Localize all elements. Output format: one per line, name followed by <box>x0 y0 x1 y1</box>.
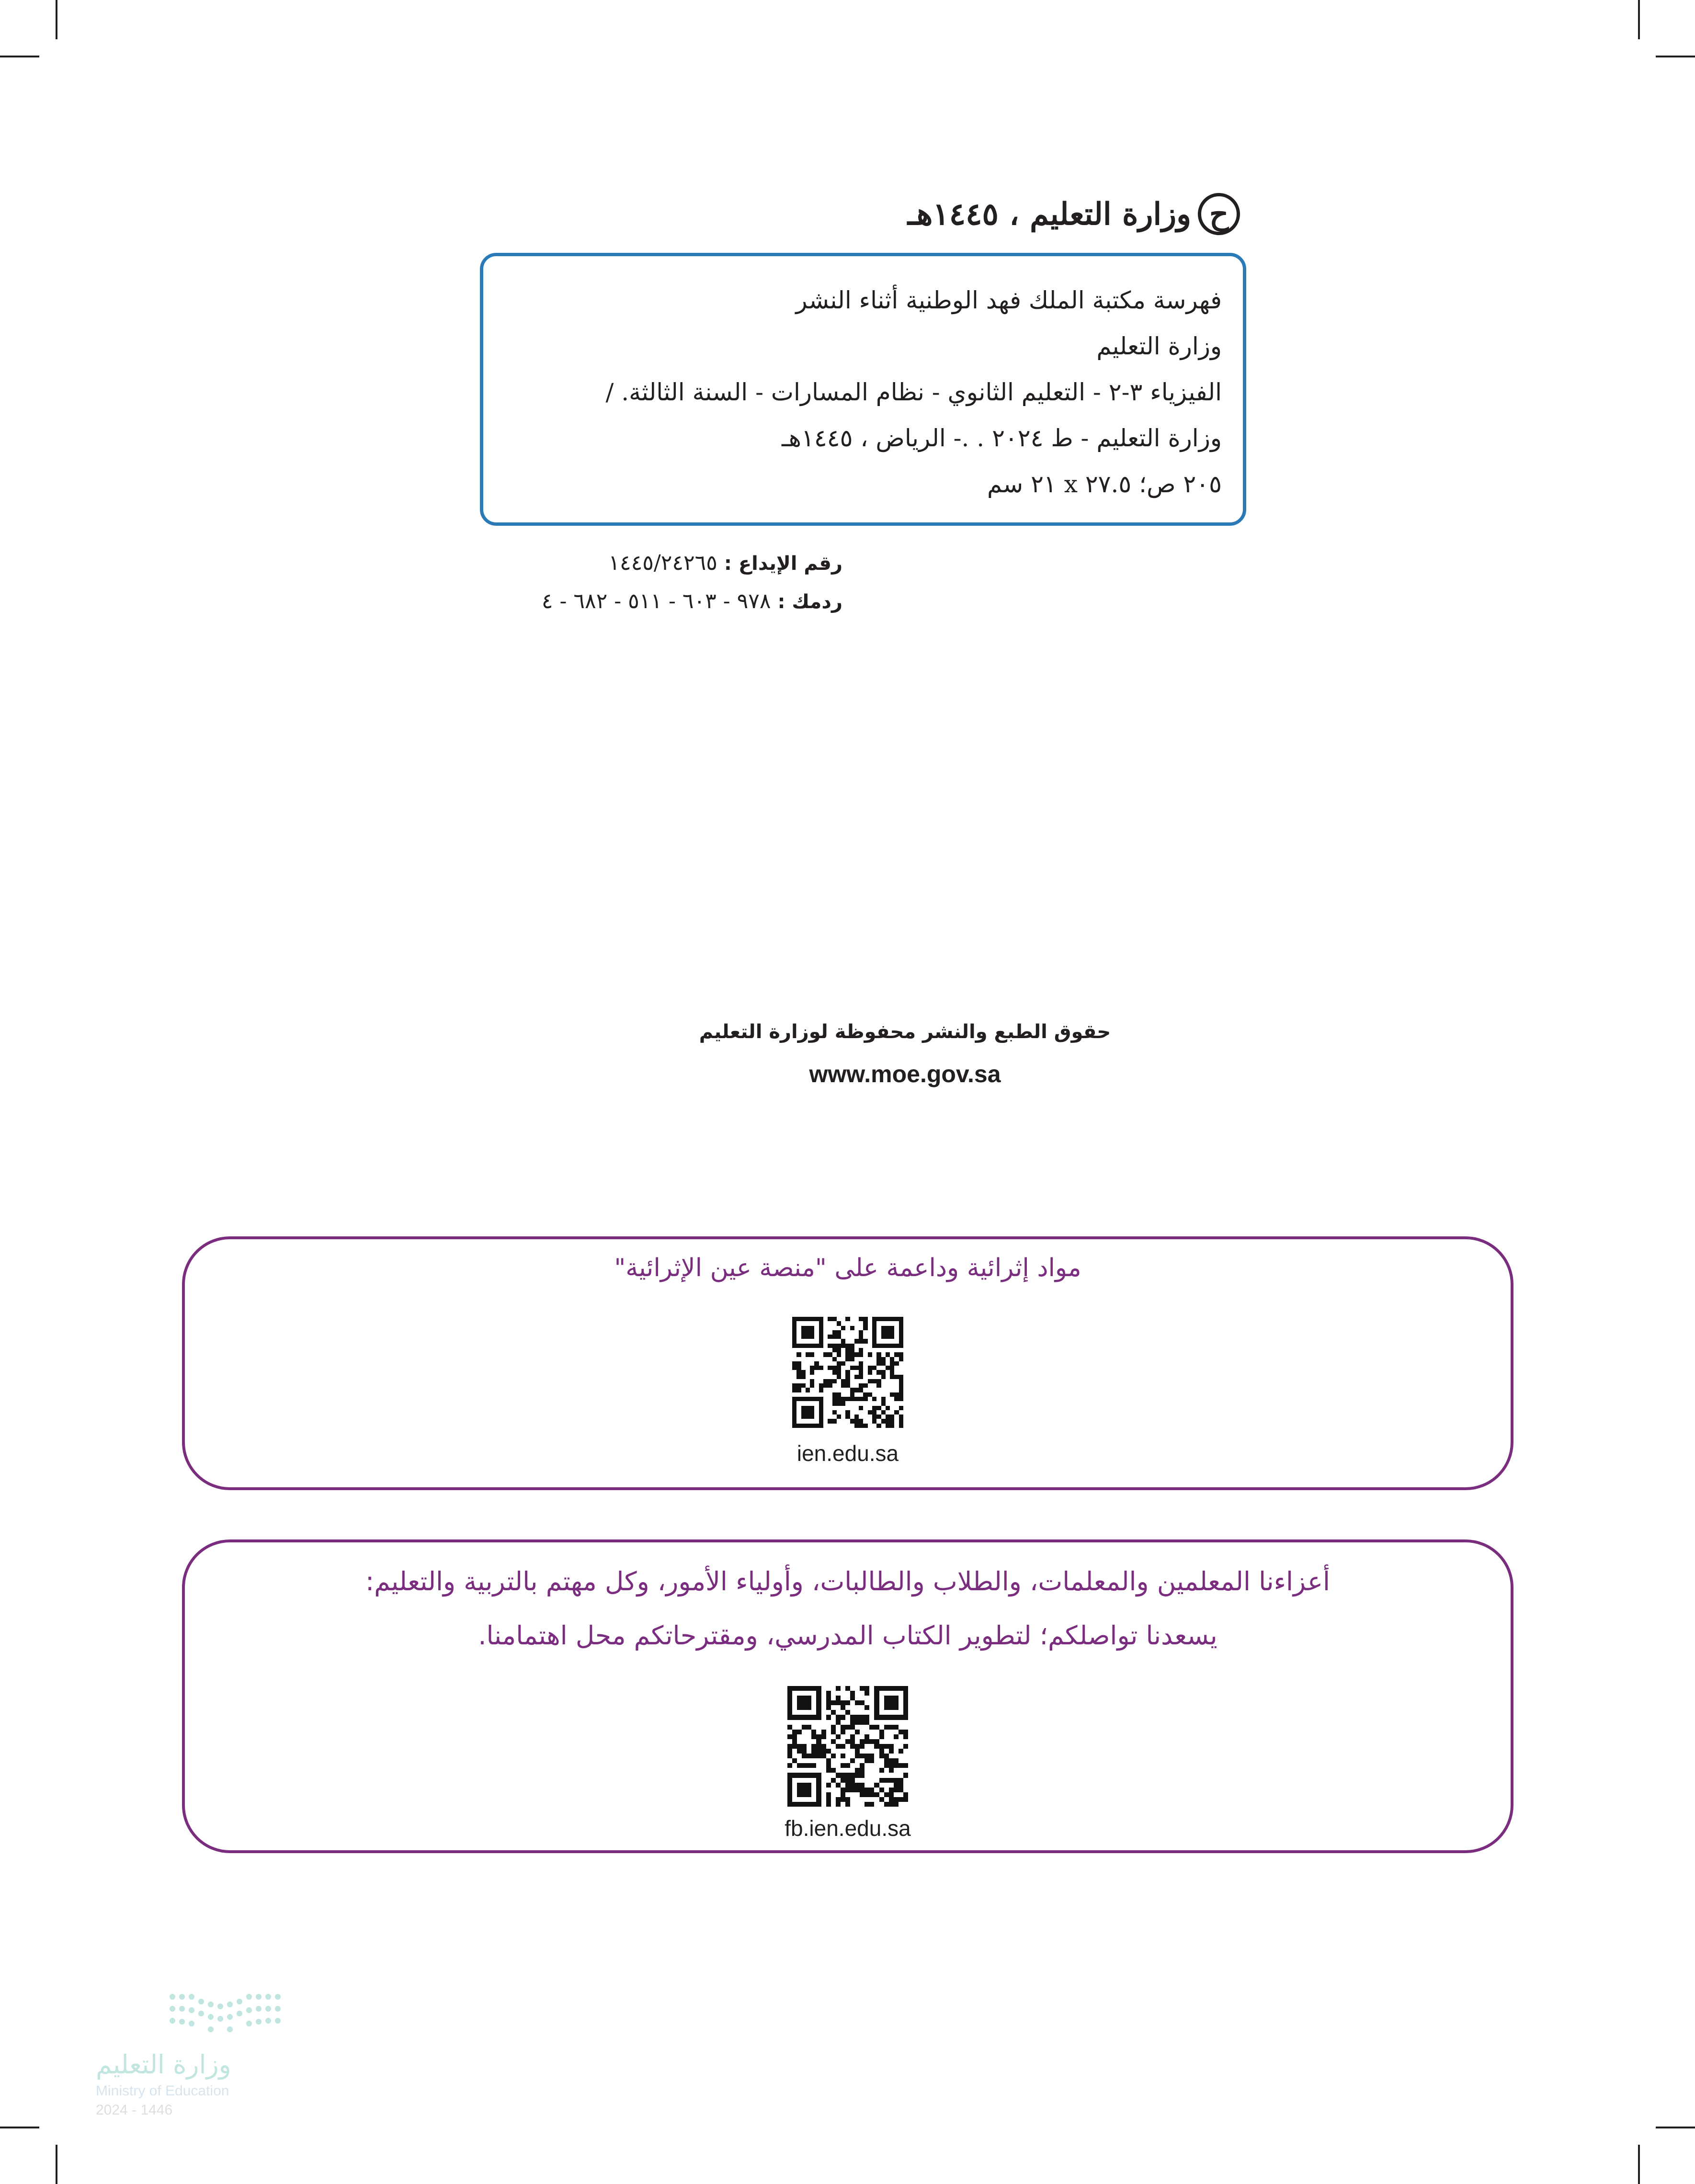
logo-year: 2024 - 1446 <box>96 2102 173 2118</box>
feedback-box <box>182 1539 1513 1853</box>
catalog-line: وزارة التعليم - ط ٢٠٢٤ . .- الرياض ، ١٤٤٥هـ <box>782 424 1222 452</box>
isbn-value: ٩٧٨ - ٦٠٣ - ٥١١ - ٦٨٢ - ٤ <box>541 589 771 613</box>
copyright-text: وزارة التعليم ، ١٤٤٥هـ <box>907 196 1191 232</box>
catalog-line: وزارة التعليم <box>1096 332 1222 360</box>
crop-mark-bottom-right <box>1638 2145 1640 2184</box>
enrichment-url[interactable]: ien.edu.sa <box>796 1441 899 1466</box>
catalog-line: الفيزياء ٣-٢ - التعليم الثانوي - نظام المسارات - السنة الثالثة. / <box>605 378 1222 406</box>
website-link[interactable]: www.moe.gov.sa <box>809 1061 1001 1087</box>
logo-name: وزارة التعليم <box>96 2049 231 2080</box>
isbn-label: ردمك : <box>777 591 842 613</box>
crop-mark-top-left-h <box>0 56 39 57</box>
catalog-line: فهرسة مكتبة الملك فهد الوطنية أثناء النشر <box>796 286 1222 314</box>
crop-mark-top-left <box>56 0 57 39</box>
deposit-number <box>608 551 842 575</box>
feedback-url[interactable]: fb.ien.edu.sa <box>785 1816 911 1841</box>
deposit-value: ١٤٤٥/٢٤٢٦٥ <box>608 551 717 575</box>
copyright-symbol: ح <box>1198 193 1240 235</box>
catalog-line: ٢٠٥ ص؛ ٢٧.٥ x ٢١ سم <box>987 470 1222 498</box>
copyright-line <box>908 188 1240 240</box>
feedback-line-2: يسعدنا تواصلكم؛ لتطوير الكتاب المدرسي، ومقترحاتكم محل اهتمامنا. <box>478 1620 1217 1651</box>
crop-mark-bottom-right-h <box>1656 2127 1695 2128</box>
catalog-box <box>480 253 1246 526</box>
isbn <box>542 589 842 613</box>
crop-mark-bottom-left-h <box>0 2127 39 2128</box>
crop-mark-top-right <box>1638 0 1640 39</box>
feedback-line-1: أعزاءنا المعلمين والمعلمات، والطلاب والطالبات، وأولياء الأمور، وكل مهتم بالتربية والتعليم: <box>365 1566 1331 1596</box>
rights-text: حقوق الطبع والنشر محفوظة لوزارة التعليم <box>699 1021 1111 1043</box>
crop-mark-top-right-h <box>1656 56 1695 57</box>
qr-code-feedback[interactable] <box>787 1686 908 1807</box>
logo-dots-icon <box>91 1982 321 2045</box>
ministry-logo <box>91 1982 321 2126</box>
qr-code-ien[interactable] <box>792 1317 903 1428</box>
logo-english: Ministry of Education <box>96 2083 229 2099</box>
deposit-label: رقم الإيداع : <box>724 553 842 575</box>
crop-mark-bottom-left <box>56 2145 57 2184</box>
enrichment-box <box>182 1236 1513 1490</box>
enrichment-title: مواد إثرائية وداعمة على "منصة عين الإثرائية" <box>614 1254 1081 1282</box>
